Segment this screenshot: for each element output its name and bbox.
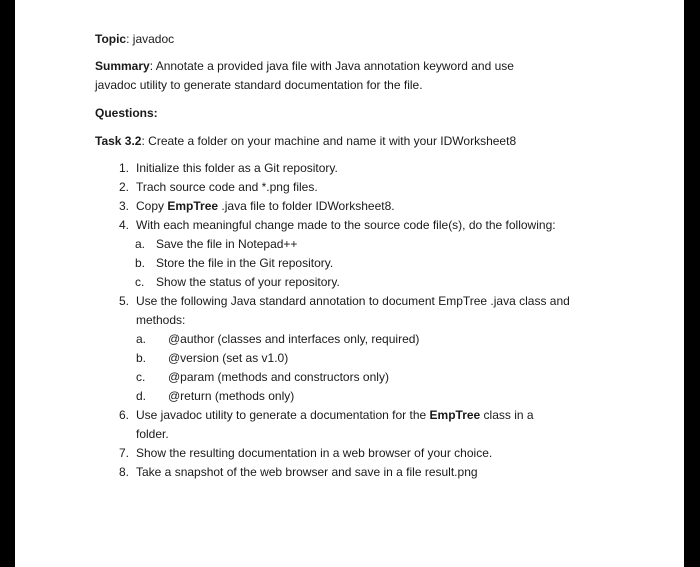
sub-list-item <box>115 273 595 292</box>
sub-item-text: Store the file in the Git repository. <box>156 256 334 270</box>
sub-list-item <box>115 368 595 387</box>
task-steps-list <box>115 159 595 482</box>
item-text-pre: Copy <box>136 199 168 213</box>
sub-list-item <box>115 330 595 349</box>
sub-item-letter: a. <box>135 237 146 251</box>
item-number: 4. <box>118 218 129 232</box>
list-item <box>115 292 595 330</box>
item-number: 6. <box>118 408 129 422</box>
task-line <box>95 132 615 151</box>
item-number: 5. <box>118 294 129 308</box>
item-text: Show the resulting documentation in a web browser of your choice. <box>136 446 493 460</box>
sub-list-item <box>115 235 595 254</box>
sub-item-text: Show the status of your repository. <box>156 275 340 289</box>
sub-list-item <box>115 387 595 406</box>
list-item <box>115 159 595 178</box>
list-item <box>115 197 595 216</box>
item-text-pre: Use javadoc utility to generate a documentation for the <box>136 408 430 422</box>
sub-item-text: @version (set as v1.0) <box>168 351 289 365</box>
item-number: 2. <box>118 180 129 194</box>
sub-list-item <box>115 254 595 273</box>
sub-list-item <box>115 349 595 368</box>
item-text-bold: EmpTree <box>167 199 219 213</box>
list-item <box>115 178 595 197</box>
item-text: Initialize this folder as a Git repository. <box>136 161 338 175</box>
sub-item-letter: c. <box>135 275 145 289</box>
item-text-line-1: Use the following Java standard annotation to document EmpTree .java class and <box>136 294 570 308</box>
sub-item-letter: b. <box>136 351 147 365</box>
sub-item-text: @author (classes and interfaces only, required) <box>168 332 420 346</box>
item-text: Trach source code and *.png files. <box>136 180 318 194</box>
list-item <box>115 216 595 235</box>
item-number: 8. <box>118 465 129 479</box>
topic-value: : javadoc <box>126 32 175 46</box>
sub-item-letter: a. <box>136 332 147 346</box>
list-item <box>115 463 595 482</box>
summary-label: Summary <box>95 59 150 73</box>
sub-item-text: Save the file in Notepad++ <box>156 237 298 251</box>
sub-item-text: @return (methods only) <box>168 389 295 403</box>
list-item <box>115 444 595 463</box>
summary-paragraph <box>95 57 565 95</box>
sub-item-text: @param (methods and constructors only) <box>168 370 389 384</box>
topic-line <box>95 30 615 49</box>
item-text-post: .java file to folder IDWorksheet8. <box>218 199 395 213</box>
task-text: : Create a folder on your machine and name it with your IDWorksheet8 <box>141 134 517 148</box>
sub-item-letter: b. <box>135 256 146 270</box>
task-label: Task 3.2 <box>95 134 142 148</box>
item-text: Take a snapshot of the web browser and save in a file result.png <box>136 465 478 479</box>
topic-label: Topic <box>95 32 127 46</box>
list-item <box>115 406 595 444</box>
item-text: With each meaningful change made to the source code file(s), do the following: <box>136 218 556 232</box>
sub-item-letter: d. <box>136 389 147 403</box>
summary-line-1: : Annotate a provided java file with Java annotation keyword and use <box>149 59 514 73</box>
sub-item-letter: c. <box>136 370 146 384</box>
summary-line-2: javadoc utility to generate standard documentation for the file. <box>95 78 423 92</box>
item-number: 1. <box>118 161 129 175</box>
item-text-line-2: methods: <box>136 313 186 327</box>
item-text-bold: EmpTree <box>429 408 481 422</box>
item-text-post: class in a <box>480 408 534 422</box>
item-number: 3. <box>118 199 129 213</box>
questions-heading: Questions: <box>95 106 158 120</box>
item-number: 7. <box>118 446 129 460</box>
item-text-line-2: folder. <box>136 427 169 441</box>
document-page <box>15 0 684 567</box>
